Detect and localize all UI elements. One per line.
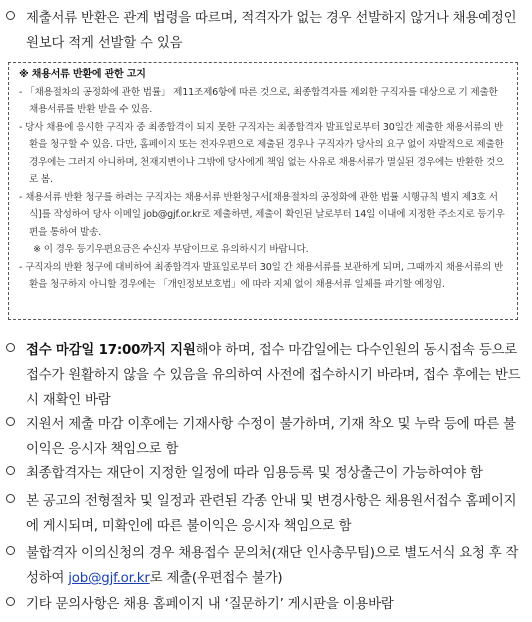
circle-bullet-icon (6, 494, 15, 503)
list-item-document-return (6, 6, 524, 56)
item-text: 본 공고의 전형절차 및 일정과 관련된 각종 안내 및 변경사항은 채용원서접수 홈페이지에 게시되며, 미확인에 따른 불이익은 응시자 책임으로 함 (26, 494, 517, 534)
list-item-final-pass (6, 461, 524, 486)
list-item-deadline (6, 338, 524, 413)
item-text: 최종합격자는 재단이 지정한 일정에 따라 임용등록 및 정상출근이 가능하여야 함 (26, 466, 483, 481)
item-text: 제출서류 반환은 관계 법령을 따르며, 적격자가 없는 경우 선발하지 않거나 채용예정인원보다 적게 선발할 수 있음 (26, 11, 517, 51)
list-item-announcement (6, 489, 524, 539)
circle-bullet-icon (6, 343, 15, 352)
list-item-modification (6, 412, 524, 462)
notice-note: ※ 이 경우 등기우편요금은 수신자 부담이므로 유의하시기 바랍니다. (33, 244, 309, 255)
notice-paragraph: - 채용서류 반환 청구를 하려는 구직자는 채용서류 반환청구서[채용절차의 공정화에 관한 법률 시행규칙 별지 제3호 서식]를 작성하여 당사 이메일 job@gjf.or.kr로 제출하면, 제출이 확인된 날로부터 14일 이내에 지정한 주소지로 등기우편을 통하여 발송. (19, 191, 505, 238)
item-text: 기타 문의사항은 채용 홈페이지 내 ‘질문하기’ 게시판을 이용바람 (26, 597, 394, 612)
appeal-text-end: 로 제출(우편접수 불가) (149, 571, 283, 586)
item-text (26, 541, 524, 591)
notice-title: ※ 채용서류 반환에 관한 고지 (19, 69, 146, 80)
item-text (26, 338, 524, 413)
notice-paragraph: - 당사 채용에 응시한 구직자 중 최종합격이 되지 못한 구직자는 최종합격자 발표일로부터 30일간 제출한 채용서류의 반환을 청구할 수 있음. 다만, 홈페이지 또는 전자우편으로 제출된 경우나 구직자가 당사의 요구 없이 자발적으로 제출한 경우에는 그러지 아니하며, 천재지변이나 그밖에 당사에게 책임 없는 사유로 채용서류가 멸실된 경우에는 반환한 것으로 봄. (19, 121, 505, 185)
notice-paragraph: - 「채용절차의 공정화에 관한 법률」 제11조제6항에 따른 것으로, 최종합격자를 제외한 구직자를 대상으로 기 제출한 채용서류를 반환 받을 수 있음. (19, 86, 498, 115)
circle-bullet-icon (6, 546, 15, 555)
document-return-notice-box (8, 62, 518, 320)
list-item-appeal (6, 541, 524, 591)
appeal-text: 불합격자 이의신청의 경우 채용접수 문의처(재단 인사총무팀)으로 별도서식 요청 후 작성하여 (26, 546, 519, 586)
circle-bullet-icon (6, 417, 15, 426)
circle-bullet-icon (6, 466, 15, 475)
email-link[interactable]: job@gjf.or.kr (68, 571, 150, 586)
deadline-emphasis: 접수 마감일 17:00까지 지원 (26, 343, 196, 358)
item-text: 지원서 제출 마감 이후에는 기재사항 수정이 불가하며, 기재 착오 및 누락 등에 따른 불이익은 응시자 책임으로 함 (26, 417, 516, 457)
circle-bullet-icon (6, 11, 15, 20)
notice-paragraph: - 구직자의 반환 청구에 대비하여 최종합격자 발표일로부터 30일 간 채용서류를 보관하게 되며, 그때까지 채용서류의 반환을 청구하지 아니할 경우에는 「개인정보보호법」에 따라 지체 없이 채용서류 일체를 파기할 예정임. (19, 261, 503, 290)
deadline-text: 해야 하며, 접수 마감일에는 다수인원의 동시접속 등으로 접수가 원활하지 않을 수 있음을 유의하여 사전에 접수하시기 바라며, 접수 후에는 반드시 재확인 바람 (26, 343, 521, 408)
list-item-inquiry (6, 592, 524, 617)
circle-bullet-icon (6, 597, 15, 606)
